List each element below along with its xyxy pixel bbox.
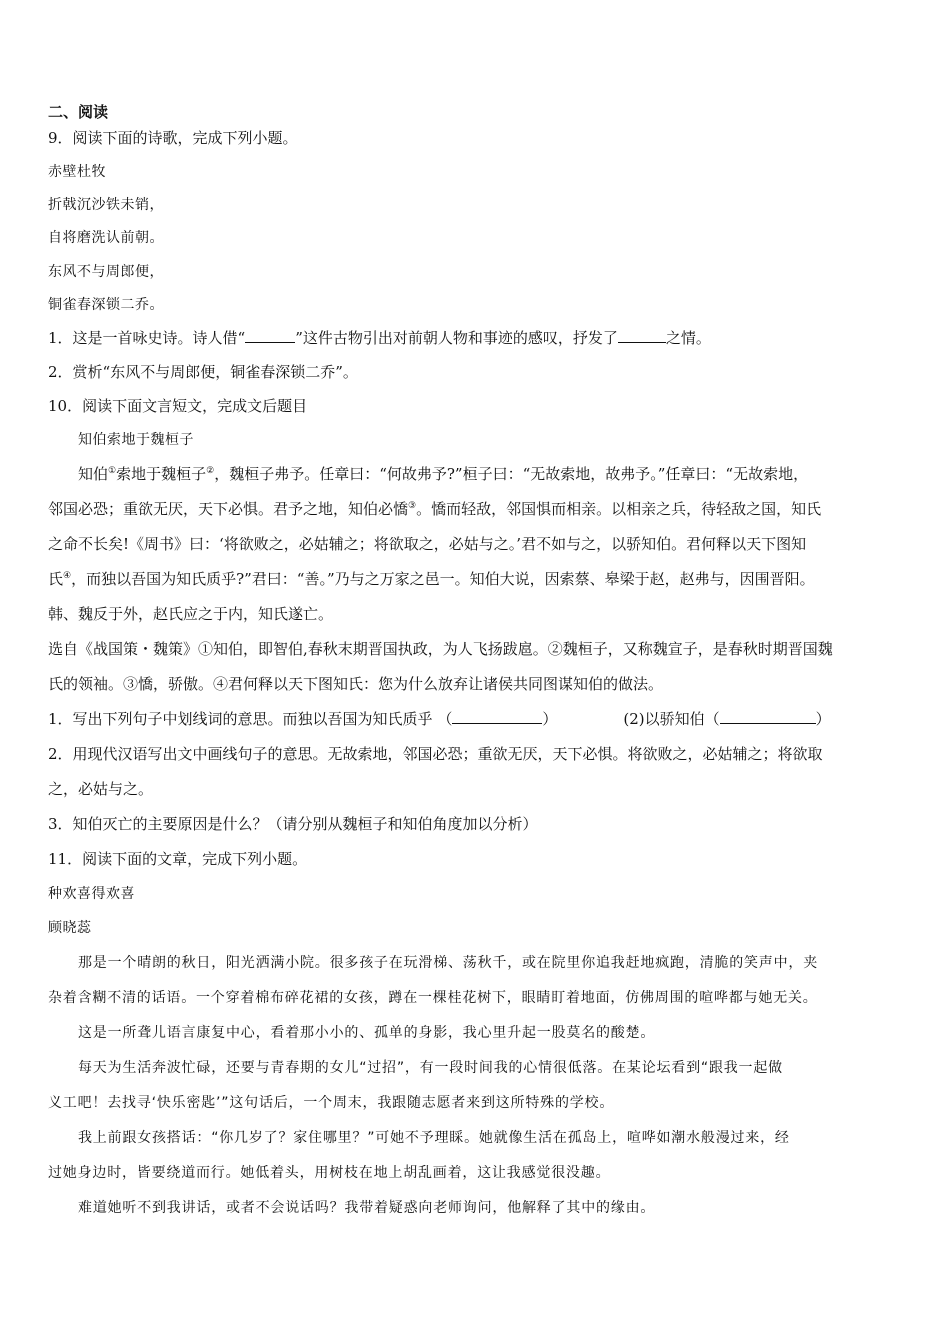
q11-paragraph: 杂着含糊不清的话语。一个穿着棉布碎花裙的女孩，蹲在一棵桂花树下，眼睛盯着地面，仿佛周围的喧哗都与她无关。 (48, 990, 818, 1006)
q11-paragraph: 我上前跟女孩搭话：“你几岁了？家住哪里？”可她不予理睬。她就像生活在孤岛上，喧哗如潮水般漫过来，经 (78, 1130, 790, 1146)
q11-author: 顾晓蕊 (48, 920, 92, 936)
q10-text-line: 之命不长矣!《周书》曰：‘将欲败之，必姑辅之；将欲取之，必姑与之。’君不如与之，以骄知伯。君何释以天下图知 (48, 535, 807, 553)
q9-prompt: 9．阅读下面的诗歌，完成下列小题。 (48, 129, 298, 147)
q10-sub2-cont: 之，必姑与之。 (48, 780, 154, 798)
q9-sub1: 1．这是一首咏史诗。诗人借“ ”这件古物引出对前朝人物和事迹的感叹，抒发了 之情。 (48, 329, 711, 347)
q10-prompt: 10．阅读下面文言短文，完成文后题目 (48, 397, 308, 415)
q10-text-line: 知伯①索地于魏桓子②，魏桓子弗予。任章曰：“何故弗予?”桓子曰：“无故索地，故弗予。”任章曰：“无故索地， (78, 465, 809, 483)
q11-paragraph: 过她身边时，皆要绕道而行。她低着头，用树枝在地上胡乱画着，这让我感觉很没趣。 (48, 1165, 611, 1181)
q10-text-line: 韩、魏反于外，赵氏应之于内，知氏遂亡。 (48, 605, 334, 623)
answer-blank[interactable] (452, 709, 542, 724)
q11-paragraph: 这是一所聋儿语言康复中心，看着那小小的、孤单的身影，我心里升起一股莫名的酸楚。 (78, 1025, 656, 1041)
q10-notes: 氏的领袖。③憍，骄傲。④君何释以天下图知氏：您为什么放弃让诸侯共同图谋知伯的做法。 (48, 675, 664, 693)
q11-title: 种欢喜得欢喜 (48, 886, 135, 902)
q11-paragraph: 难道她听不到我讲话，或者不会说话吗？我带着疑惑向老师询问，他解释了其中的缘由。 (78, 1200, 656, 1216)
poem-line: 自将磨洗认前朝。 (48, 230, 164, 246)
q10-sub1: 1．写出下列句子中划线词的意思。而独以吾国为知氏质乎 （ ） (2)以骄知伯（ ） (48, 710, 831, 728)
answer-blank[interactable] (720, 709, 816, 724)
q11-paragraph: 每天为生活奔波忙碌，还要与青春期的女儿“过招”，有一段时间我的心情很低落。在某论坛看到“跟我一起做 (78, 1060, 783, 1076)
q10-notes: 选自《战国策・魏策》①知伯，即智伯,春秋末期晋国执政，为人飞扬跋扈。②魏桓子，又称魏宣子，是春秋时期晋国魏 (48, 640, 833, 658)
poem-line: 铜雀春深锁二乔。 (48, 297, 164, 313)
poem-line: 东风不与周郎便， (48, 264, 164, 280)
poem-title: 赤壁杜牧 (48, 164, 106, 180)
q11-paragraph: 义工吧！去找寻‘快乐密匙’”这句话后，一个周末，我跟随志愿者来到这所特殊的学校。 (48, 1095, 615, 1111)
q9-sub2: 2．赏析“东风不与周郎便，铜雀春深锁二乔”。 (48, 363, 358, 381)
answer-blank[interactable] (618, 328, 666, 343)
q11-prompt: 11．阅读下面的文章，完成下列小题。 (48, 850, 308, 868)
section-heading: 二、阅读 (48, 103, 109, 121)
q10-sub3: 3．知伯灭亡的主要原因是什么？（请分别从魏桓子和知伯角度加以分析） (48, 815, 538, 833)
q10-text-line: 邻国必恐；重欲无厌，天下必惧。君予之地，知伯必憍③。憍而轻敌，邻国惧而相亲。以相亲之兵，待轻敌之国，知氏 (48, 500, 822, 518)
q10-title: 知伯索地于魏桓子 (78, 432, 194, 448)
q10-sub2: 2．用现代汉语写出文中画线句子的意思。无故索地，邻国必恐；重欲无厌，天下必惧。将欲败之，必姑辅之；将欲取 (48, 745, 823, 763)
answer-blank[interactable] (245, 328, 295, 343)
q11-paragraph: 那是一个晴朗的秋日，阳光洒满小院。很多孩子在玩滑梯、荡秋千，或在院里你追我赶地疯跑，清脆的笑声中，夹 (78, 955, 818, 971)
poem-line: 折戟沉沙铁未销， (48, 197, 164, 213)
q10-text-line: 氏④，而独以吾国为知氏质乎?”君曰：“善。”乃与之万家之邑一。知伯大说，因索蔡、皋梁于赵，赵弗与，因围晋阳。 (48, 570, 815, 588)
